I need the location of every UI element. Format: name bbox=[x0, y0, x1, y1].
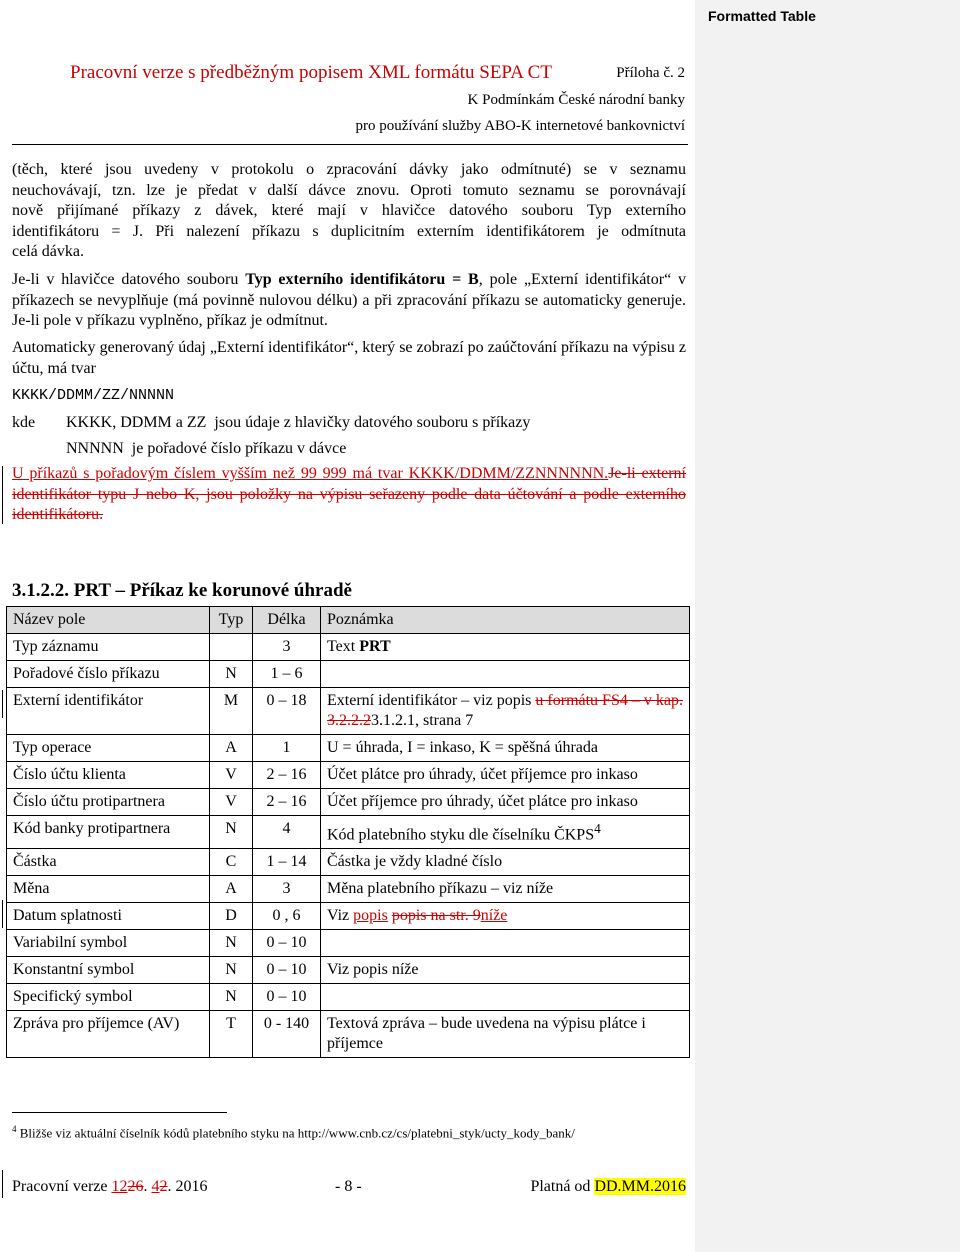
field-length: 2 – 16 bbox=[253, 789, 321, 816]
field-note: Částka je vždy kladné číslo bbox=[321, 849, 690, 876]
para1-line5: celá dávka. bbox=[12, 243, 84, 261]
footer-version bbox=[12, 1178, 208, 1196]
section-number: 3.1.2.2. bbox=[12, 580, 69, 601]
deleted-text: Je-li externí identifikátor typu J nebo K, jsou položky na výpisu seřazeny podle data účtování a podle externího identifikátoru. bbox=[12, 465, 686, 524]
header-separator bbox=[12, 144, 688, 145]
paragraph-duplicates bbox=[12, 160, 686, 263]
field-note: Viz popis níže bbox=[321, 957, 690, 984]
format-pattern: KKKK/DDMM/ZZ/NNNNN bbox=[12, 387, 175, 404]
field-name: Konstantní symbol bbox=[7, 957, 210, 984]
header-length: Délka bbox=[253, 607, 321, 634]
table-row bbox=[7, 984, 690, 1011]
change-bar bbox=[2, 466, 3, 524]
header-annex: Příloha č. 2 bbox=[616, 65, 685, 81]
para1-line4: identifikátoru = J. Při nalezení příkazu s duplicitním externím identifikátorem je odmítnuta bbox=[12, 222, 686, 240]
para2-c: , pole „Externí identifikátor“ v příkazech se nevyplňuje (má povinně nulovou délku) a při zpracování příkazu se automaticky generuje. Je-li pole v příkazu vyplněno, příkaz je odmítnut. bbox=[12, 271, 687, 330]
footer-ver-ins1: 12 bbox=[111, 1178, 128, 1195]
header-title-text: Pracovní verze s předběžným popisem XML formátu SEPA CT bbox=[70, 62, 552, 83]
field-length: 0 – 18 bbox=[253, 688, 321, 735]
footer-ver-mid: . bbox=[143, 1178, 152, 1195]
field-type: N bbox=[210, 930, 253, 957]
field-type: A bbox=[210, 876, 253, 903]
footer-version-label: Pracovní verze bbox=[12, 1178, 112, 1195]
table-change-bar-1 bbox=[2, 690, 3, 718]
note-text: Externí identifikátor – viz popis bbox=[327, 692, 536, 709]
field-length: 0 – 10 bbox=[253, 930, 321, 957]
note-text: Viz bbox=[327, 907, 354, 925]
header-note: Poznámka bbox=[321, 607, 690, 634]
field-note: U = úhrada, I = inkaso, K = spěšná úhrada bbox=[321, 735, 690, 762]
field-type: M bbox=[210, 688, 253, 735]
field-note bbox=[321, 930, 690, 957]
footer-valid bbox=[530, 1178, 686, 1196]
footnote bbox=[12, 1124, 575, 1141]
table-row bbox=[7, 849, 690, 876]
field-note bbox=[321, 816, 690, 849]
table-row bbox=[7, 876, 690, 903]
footer-valid-label: Platná od bbox=[530, 1178, 595, 1195]
note-tail: , strana 7 bbox=[415, 712, 474, 729]
footnote-number: 4 bbox=[12, 1124, 17, 1134]
para1-line1: (těch, které jsou uvedeny v protokolu o zpracování dávky jako odmítnuté) se v seznamu bbox=[12, 161, 686, 178]
field-length: 3 bbox=[253, 876, 321, 903]
table-row bbox=[7, 816, 690, 849]
field-length: 0 , 6 bbox=[253, 903, 321, 930]
table-row bbox=[7, 661, 690, 688]
table-row bbox=[7, 634, 690, 661]
section-heading bbox=[12, 580, 352, 602]
para1-line2: neuchovávají, tzn. lze je předat v další dávce znovu. Oproti tomuto seznamu se porovnávají bbox=[12, 181, 686, 199]
table-header-row bbox=[7, 607, 690, 634]
field-name: Číslo účtu klienta bbox=[7, 762, 210, 789]
field-note: Textová zpráva – bude uvedena na výpisu plátce i příjemce bbox=[321, 1011, 690, 1058]
kde-line2: NNNNN je pořadové číslo příkazu v dávce bbox=[66, 440, 347, 457]
header-name: Název pole bbox=[7, 607, 210, 634]
footer-change-bar bbox=[2, 1170, 3, 1198]
sidebar-title: Formatted Table bbox=[708, 8, 816, 24]
table-row bbox=[7, 930, 690, 957]
field-name: Typ záznamu bbox=[7, 634, 210, 661]
note-text: Kód platebního styku dle číselníku ČKPS bbox=[327, 826, 595, 844]
field-name: Typ operace bbox=[7, 735, 210, 762]
header-line3: pro používání služby ABO-K internetové bankovnictví bbox=[355, 118, 685, 134]
field-note bbox=[321, 661, 690, 688]
footer-page-number: - 8 - bbox=[335, 1178, 362, 1195]
kde-label: kde bbox=[12, 414, 36, 431]
field-length: 3 bbox=[253, 634, 321, 661]
field-type: C bbox=[210, 849, 253, 876]
note-tail: níže bbox=[480, 907, 508, 925]
field-name: Kód banky protipartnera bbox=[7, 816, 210, 849]
field-length: 1 – 6 bbox=[253, 661, 321, 688]
field-type: N bbox=[210, 816, 253, 849]
note-deleted: popis na str. 9 bbox=[391, 907, 481, 925]
section-title: PRT – Příkaz ke korunové úhradě bbox=[73, 580, 352, 601]
para2-b: Typ externího identifikátoru = B bbox=[245, 271, 479, 288]
footer-ver-tail: . 2016 bbox=[167, 1178, 208, 1195]
field-note: Účet příjemce pro úhrady, účet plátce pro inkaso bbox=[321, 789, 690, 816]
table-row bbox=[7, 735, 690, 762]
field-name: Částka bbox=[7, 849, 210, 876]
paragraph-auto-id bbox=[12, 338, 686, 379]
paragraph-revision bbox=[12, 464, 686, 526]
field-name: Pořadové číslo příkazu bbox=[7, 661, 210, 688]
field-length: 0 – 10 bbox=[253, 957, 321, 984]
field-note bbox=[321, 903, 690, 930]
field-type bbox=[210, 634, 253, 661]
field-type: V bbox=[210, 762, 253, 789]
header-type: Typ bbox=[210, 607, 253, 634]
note-inserted: popis bbox=[353, 907, 388, 925]
table-row bbox=[7, 688, 690, 735]
footer-valid-date: DD.MM.2016 bbox=[594, 1178, 686, 1195]
footnote-ref[interactable]: 4 bbox=[594, 821, 601, 836]
note-deleted: u formátu FS4 – v kap. 3.2.2.2 bbox=[327, 692, 683, 729]
table-row bbox=[7, 789, 690, 816]
paragraph-type-b bbox=[12, 270, 686, 332]
field-name: Externí identifikátor bbox=[7, 688, 210, 735]
prt-record-table bbox=[6, 606, 690, 1058]
table-row bbox=[7, 762, 690, 789]
table-row bbox=[7, 957, 690, 984]
footnote-separator bbox=[12, 1112, 227, 1113]
field-name: Variabilní symbol bbox=[7, 930, 210, 957]
field-type: N bbox=[210, 984, 253, 1011]
para3-text: Automaticky generovaný údaj „Externí identifikátor“, který se zobrazí po zaúčtování příkazu na výpisu z účtu, má tvar bbox=[12, 339, 686, 377]
field-note bbox=[321, 634, 690, 661]
field-note: Měna platebního příkazu – viz níže bbox=[321, 876, 690, 903]
para2-a: Je-li v hlavičce datového souboru bbox=[12, 271, 246, 288]
field-length: 2 – 16 bbox=[253, 762, 321, 789]
table-row bbox=[7, 1011, 690, 1058]
inserted-text: U příkazů s pořadovým číslem vyšším než 99 999 má tvar KKKK/DDMM/ZZNNNNNN. bbox=[12, 465, 609, 482]
field-name: Zpráva pro příjemce (AV) bbox=[7, 1011, 210, 1058]
footnote-text: Bližše viz aktuální číselník kódů platebního styku na http://www.cnb.cz/cs/platebni_styk/ucty_kody_bank/ bbox=[16, 1125, 575, 1141]
header-title bbox=[70, 62, 552, 84]
field-type: N bbox=[210, 957, 253, 984]
field-name: Specifický symbol bbox=[7, 984, 210, 1011]
field-name: Číslo účtu protipartnera bbox=[7, 789, 210, 816]
comment-sidebar bbox=[695, 0, 960, 1252]
header-line2: K Podmínkám České národní banky bbox=[467, 92, 685, 108]
field-note: Účet plátce pro úhrady, účet příjemce pro inkaso bbox=[321, 762, 690, 789]
table-change-bar-2 bbox=[2, 900, 3, 928]
field-type: V bbox=[210, 789, 253, 816]
field-length: 1 bbox=[253, 735, 321, 762]
field-length: 1 – 14 bbox=[253, 849, 321, 876]
field-name: Datum splatnosti bbox=[7, 903, 210, 930]
footer-ver-del2: 2 bbox=[159, 1178, 168, 1195]
note-bold: PRT bbox=[359, 638, 391, 655]
field-length: 4 bbox=[253, 816, 321, 849]
field-length: 0 – 10 bbox=[253, 984, 321, 1011]
field-note bbox=[321, 984, 690, 1011]
field-note bbox=[321, 688, 690, 735]
field-type: N bbox=[210, 661, 253, 688]
field-type: T bbox=[210, 1011, 253, 1058]
note-inserted: 3.1.2.1 bbox=[371, 712, 415, 729]
field-type: A bbox=[210, 735, 253, 762]
para1-line3: nově přijímané příkazy z dávek, které mají v hlavičce datového souboru Typ externího bbox=[12, 202, 686, 220]
kde-line1: KKKK, DDMM a ZZ jsou údaje z hlavičky datového souboru s příkazy bbox=[66, 414, 531, 431]
field-length: 0 - 140 bbox=[253, 1011, 321, 1058]
footer-ver-del1: 26 bbox=[127, 1178, 144, 1195]
note-text: Text bbox=[327, 638, 360, 655]
field-type: D bbox=[210, 903, 253, 930]
field-name: Měna bbox=[7, 876, 210, 903]
table-row bbox=[7, 903, 690, 930]
footer-ver-ins2: 4 bbox=[151, 1178, 160, 1195]
